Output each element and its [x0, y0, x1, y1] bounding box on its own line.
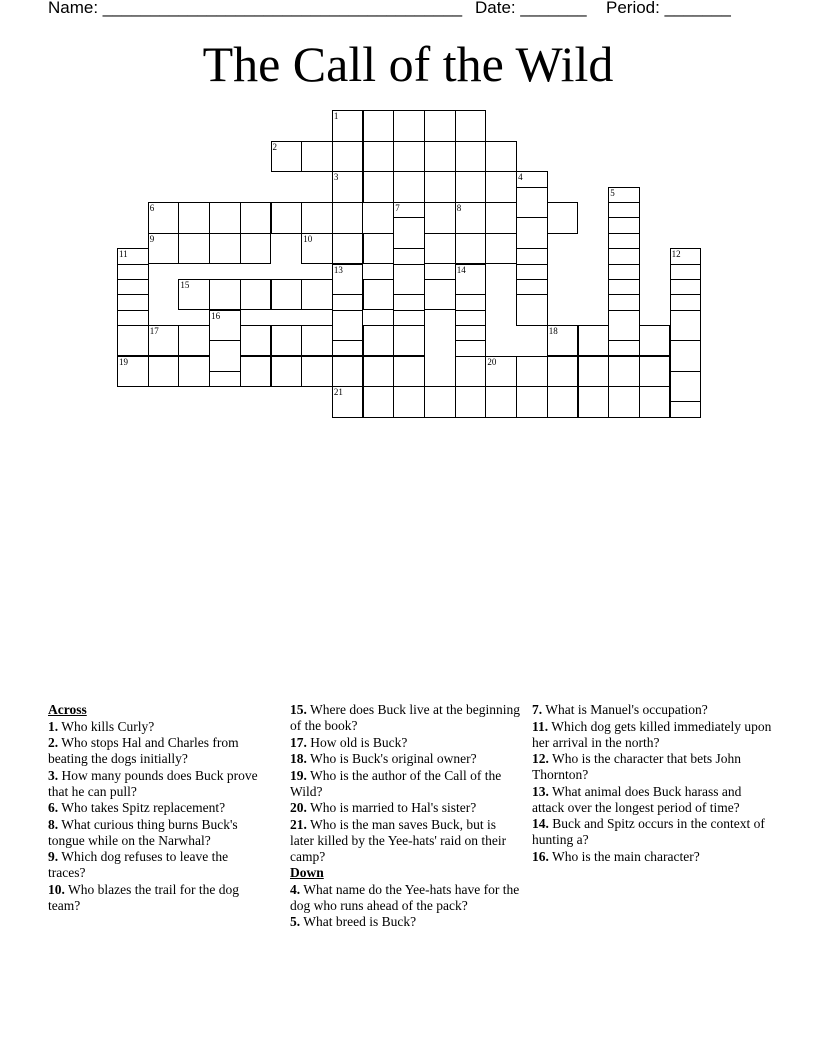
- clue-number: 1.: [48, 718, 59, 734]
- clue-number: 20.: [290, 800, 307, 815]
- clue-number: 12.: [532, 751, 549, 766]
- crossword-cell[interactable]: [424, 386, 456, 418]
- crossword-cell[interactable]: [455, 110, 487, 142]
- crossword-cell[interactable]: [363, 141, 395, 173]
- clue-number: 2.: [48, 735, 59, 750]
- crossword-cell[interactable]: [608, 386, 640, 418]
- clue-text: Who is Buck's original owner?: [310, 751, 477, 766]
- crossword-cell[interactable]: [148, 325, 180, 357]
- crossword-cell[interactable]: [639, 386, 671, 418]
- crossword-cell[interactable]: [393, 171, 425, 203]
- crossword-cell[interactable]: [117, 356, 149, 388]
- clue-item: [290, 702, 520, 734]
- clue-item: [532, 784, 772, 816]
- crossword-cell[interactable]: [455, 233, 487, 265]
- crossword-cell[interactable]: [670, 340, 702, 372]
- cell-number: 11: [119, 249, 128, 260]
- crossword-cell[interactable]: [393, 141, 425, 173]
- crossword-cell[interactable]: [393, 217, 425, 249]
- clues-column-2: [290, 702, 520, 931]
- clue-item: [48, 882, 268, 914]
- crossword-cell[interactable]: [393, 264, 425, 296]
- clue-item: [532, 816, 772, 848]
- crossword-cell[interactable]: [178, 279, 210, 311]
- crossword-cell[interactable]: [240, 233, 272, 265]
- crossword-cell[interactable]: [547, 386, 579, 418]
- crossword-cell[interactable]: [178, 233, 210, 265]
- clue-text: What animal does Buck harass and attack over the longest period of time?: [532, 783, 742, 815]
- crossword-cell[interactable]: [301, 279, 333, 311]
- crossword-cell[interactable]: [332, 141, 364, 173]
- clue-text: Who takes Spitz replacement?: [61, 800, 226, 815]
- down-heading: Down: [290, 865, 324, 880]
- clue-item: [532, 751, 772, 783]
- name-field-label[interactable]: Name: ______________________________________: [48, 0, 463, 17]
- cell-number: 10: [303, 233, 313, 244]
- cell-number: 6: [149, 203, 155, 214]
- cell-number: 21: [333, 387, 343, 398]
- clue-text: Which dog refuses to leave the traces?: [48, 849, 229, 880]
- across-clue-list-continued: [290, 702, 520, 865]
- crossword-cell[interactable]: [240, 325, 272, 357]
- crossword-cell[interactable]: [578, 356, 610, 388]
- crossword-cell[interactable]: [178, 325, 210, 357]
- cell-number: 18: [548, 325, 558, 336]
- clue-item: [48, 735, 268, 767]
- clue-number: 11.: [532, 718, 549, 734]
- crossword-cell[interactable]: [271, 356, 303, 388]
- crossword-cell[interactable]: [485, 233, 517, 265]
- crossword-cell[interactable]: [209, 310, 241, 342]
- clue-item: [48, 849, 268, 881]
- crossword-cell[interactable]: [516, 187, 548, 219]
- crossword-cell[interactable]: [148, 233, 180, 265]
- crossword-cell[interactable]: [393, 325, 425, 357]
- crossword-cell[interactable]: [670, 310, 702, 342]
- crossword-cell[interactable]: [209, 340, 241, 372]
- across-clue-list: [48, 719, 268, 914]
- cell-number: 15: [180, 279, 190, 290]
- crossword-cell[interactable]: [455, 386, 487, 418]
- crossword-cell[interactable]: [301, 356, 333, 388]
- clue-text: Who is the author of the Call of the Wild?: [290, 767, 502, 799]
- clue-item: [290, 735, 520, 751]
- clue-number: 17.: [290, 734, 307, 750]
- clue-number: 15.: [290, 702, 307, 717]
- cell-number: 12: [671, 249, 681, 260]
- crossword-cell[interactable]: [485, 386, 517, 418]
- crossword-cell[interactable]: [271, 279, 303, 311]
- crossword-cell[interactable]: [516, 356, 548, 388]
- crossword-cell[interactable]: [301, 325, 333, 357]
- clue-item: [532, 702, 772, 718]
- clue-text: How many pounds does Buck prove that he can pull?: [48, 767, 258, 799]
- crossword-cell[interactable]: [363, 325, 395, 357]
- cell-number: 16: [211, 310, 221, 321]
- clue-number: 6.: [48, 800, 59, 815]
- crossword-cell[interactable]: [209, 233, 241, 265]
- crossword-cell[interactable]: [608, 310, 640, 342]
- crossword-cell[interactable]: [578, 386, 610, 418]
- crossword-cell[interactable]: [639, 325, 671, 357]
- down-clue-list: [290, 882, 520, 931]
- date-field-label[interactable]: Date: _______: [475, 0, 587, 17]
- clue-text: Which dog gets killed immediately upon her arrival in the north?: [532, 718, 772, 750]
- crossword-cell[interactable]: [516, 217, 548, 249]
- cell-number: 5: [610, 187, 615, 198]
- clue-text: Buck and Spitz occurs in the context of hunting a?: [532, 816, 765, 847]
- crossword-cell[interactable]: [455, 356, 487, 388]
- clue-number: 14.: [532, 816, 549, 831]
- crossword-cell[interactable]: [271, 325, 303, 357]
- clue-number: 4.: [290, 881, 301, 897]
- crossword-cell[interactable]: [393, 386, 425, 418]
- crossword-cell[interactable]: [332, 171, 364, 203]
- cell-number: 8: [456, 203, 462, 214]
- crossword-cell[interactable]: [301, 202, 333, 234]
- period-field-label[interactable]: Period: _______: [606, 0, 731, 17]
- crossword-cell[interactable]: [240, 356, 272, 388]
- clue-item: [48, 817, 268, 849]
- crossword-cell[interactable]: [578, 325, 610, 357]
- crossword-cell[interactable]: [117, 325, 149, 357]
- cell-number: 20: [487, 356, 497, 367]
- cell-number: 9: [149, 233, 155, 244]
- clue-number: 16.: [532, 848, 549, 864]
- clue-text: Who is the main character?: [552, 848, 700, 864]
- crossword-cell[interactable]: [516, 294, 548, 326]
- cell-number: 19: [119, 356, 128, 367]
- crossword-cell[interactable]: [455, 264, 487, 296]
- clues-column-1: [48, 702, 268, 914]
- cell-number: 17: [149, 325, 159, 336]
- clue-number: 9.: [48, 849, 59, 864]
- crossword-cell[interactable]: [639, 356, 671, 388]
- crossword-cell[interactable]: [424, 171, 456, 203]
- clues-column-3: [532, 702, 772, 865]
- crossword-cell[interactable]: [393, 110, 425, 142]
- crossword-cell[interactable]: [670, 371, 702, 403]
- down-clue-list-continued: [532, 702, 772, 865]
- crossword-cell[interactable]: [240, 202, 272, 234]
- clue-item: [48, 768, 268, 800]
- clue-number: 10.: [48, 881, 65, 897]
- cell-number: 2: [272, 141, 277, 152]
- crossword-cell[interactable]: [547, 356, 579, 388]
- clue-number: 18.: [290, 751, 307, 766]
- crossword-cell[interactable]: [363, 233, 395, 265]
- clue-item: [290, 817, 520, 865]
- clue-text: Who is the man saves Buck, but is later killed by the Yee-hats' raid on their camp?: [290, 816, 507, 864]
- crossword-cell[interactable]: [516, 386, 548, 418]
- crossword-cell[interactable]: [485, 202, 517, 234]
- crossword-cell[interactable]: [363, 110, 395, 142]
- clue-text: Who blazes the trail for the dog team?: [48, 881, 239, 913]
- clue-item: [48, 719, 268, 735]
- crossword-cell[interactable]: [332, 110, 364, 142]
- page-title: The Call of the Wild: [202, 36, 614, 92]
- cell-number: 4: [518, 172, 523, 183]
- clue-text: Who stops Hal and Charles from beating the dogs initially?: [48, 735, 239, 766]
- crossword-cell[interactable]: [301, 233, 333, 265]
- crossword-cell[interactable]: [424, 233, 456, 265]
- crossword-cell[interactable]: [332, 202, 364, 234]
- crossword-cell[interactable]: [547, 202, 579, 234]
- clue-item: [48, 800, 268, 816]
- clue-text: Where does Buck live at the beginning of the book?: [290, 702, 520, 733]
- crossword-cell[interactable]: [455, 141, 487, 173]
- clue-text: What breed is Buck?: [303, 914, 417, 929]
- crossword-cell[interactable]: [424, 279, 456, 311]
- crossword-cell[interactable]: [424, 141, 456, 173]
- crossword-cell[interactable]: [455, 202, 487, 234]
- clue-item: [290, 800, 520, 816]
- cell-number: 1: [333, 111, 339, 121]
- across-heading: Across: [48, 702, 87, 717]
- crossword-cell[interactable]: [332, 233, 364, 265]
- crossword-cell[interactable]: [271, 141, 303, 173]
- crossword-cell[interactable]: [271, 202, 303, 234]
- crossword-cell[interactable]: [332, 310, 364, 342]
- crossword-cell[interactable]: [485, 141, 517, 173]
- crossword-cell[interactable]: [332, 356, 364, 388]
- clue-item: [290, 882, 520, 914]
- clue-text: What name do the Yee-hats have for the dog who runs ahead of the pack?: [290, 881, 520, 913]
- crossword-cell[interactable]: [178, 202, 210, 234]
- cell-number: 7: [395, 203, 400, 214]
- cell-number: 13: [333, 264, 343, 275]
- clue-text: Who kills Curly?: [61, 718, 155, 734]
- cell-number: 14: [456, 264, 466, 275]
- crossword-cell[interactable]: [209, 279, 241, 311]
- crossword-cell[interactable]: [393, 356, 425, 388]
- crossword-cell[interactable]: [332, 386, 364, 418]
- clue-number: 5.: [290, 914, 301, 929]
- clue-text: What is Manuel's occupation?: [545, 702, 708, 717]
- clue-text: Who is married to Hal's sister?: [310, 800, 477, 815]
- crossword-cell[interactable]: [148, 356, 180, 388]
- clue-text: What curious thing burns Buck's tongue while on the Narwhal?: [48, 816, 238, 848]
- crossword-cell[interactable]: [178, 356, 210, 388]
- clue-item: [532, 719, 772, 751]
- crossword-cell[interactable]: [363, 356, 395, 388]
- clue-item: [532, 849, 772, 865]
- crossword-cell[interactable]: [485, 356, 517, 388]
- clue-number: 21.: [290, 816, 307, 832]
- crossword-cell[interactable]: [455, 171, 487, 203]
- clue-number: 13.: [532, 783, 549, 799]
- crossword-cell[interactable]: [363, 279, 395, 311]
- clue-number: 19.: [290, 767, 307, 783]
- crossword-cell[interactable]: [240, 279, 272, 311]
- crossword-cell[interactable]: [547, 325, 579, 357]
- clue-item: [290, 768, 520, 800]
- crossword-cell[interactable]: [148, 202, 180, 234]
- clue-item: [290, 751, 520, 767]
- clue-text: Who is the character that bets John Thornton?: [532, 751, 741, 782]
- clue-number: 3.: [48, 767, 59, 783]
- crossword-cell[interactable]: [332, 264, 364, 296]
- clue-number: 8.: [48, 816, 59, 832]
- crossword-cell[interactable]: [301, 141, 333, 173]
- crossword-cell[interactable]: [209, 202, 241, 234]
- cell-number: 3: [333, 172, 339, 183]
- crossword-cell[interactable]: [363, 386, 395, 418]
- clue-text: How old is Buck?: [310, 734, 408, 750]
- clue-number: 7.: [532, 702, 543, 717]
- crossword-cell[interactable]: [608, 356, 640, 388]
- crossword-cell[interactable]: [363, 171, 395, 203]
- crossword-cell[interactable]: [424, 110, 456, 142]
- clue-item: [290, 914, 520, 930]
